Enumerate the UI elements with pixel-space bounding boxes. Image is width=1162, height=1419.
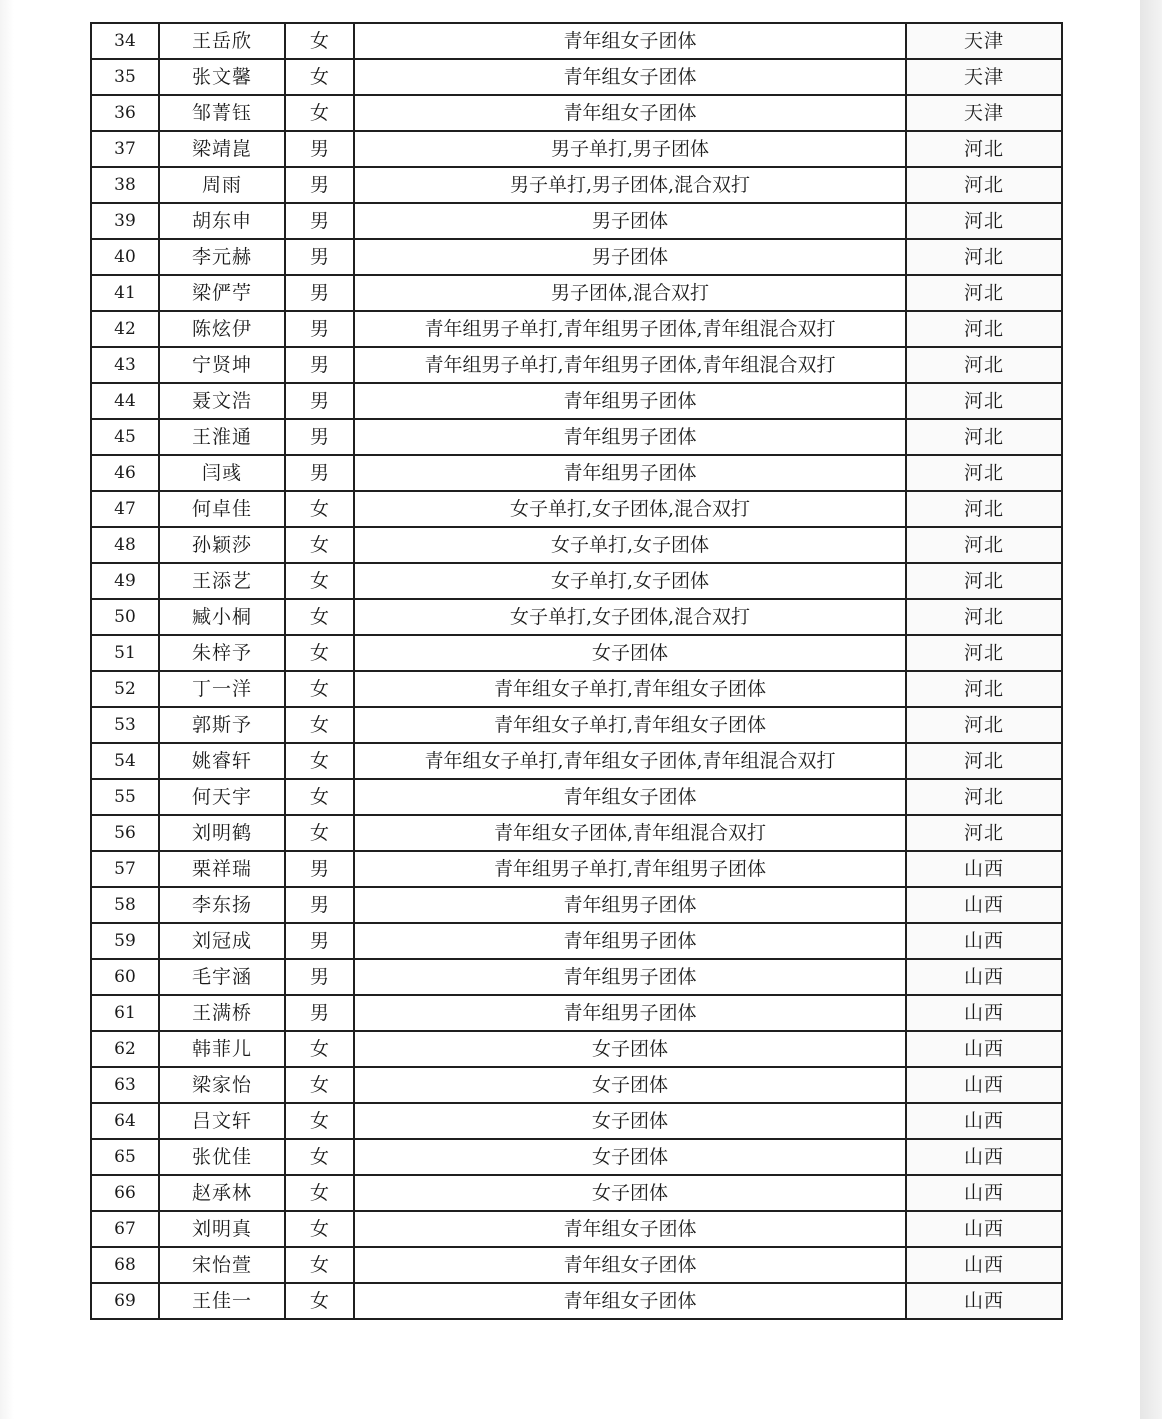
table-row	[91, 995, 1062, 1031]
athlete-name-cell: 王淮通	[159, 419, 285, 455]
gender-cell: 女	[285, 671, 354, 707]
row-number-cell: 40	[91, 239, 159, 275]
gender-cell: 男	[285, 239, 354, 275]
team-cell: 山西	[906, 995, 1062, 1031]
events-cell: 女子单打,女子团体,混合双打	[354, 491, 906, 527]
events-cell: 青年组男子单打,青年组男子团体,青年组混合双打	[354, 347, 906, 383]
athlete-name-cell: 臧小桐	[159, 599, 285, 635]
athlete-name-cell: 赵承林	[159, 1175, 285, 1211]
table-row	[91, 383, 1062, 419]
events-cell: 男子团体	[354, 203, 906, 239]
team-cell: 河北	[906, 167, 1062, 203]
athlete-name-cell: 毛宇涵	[159, 959, 285, 995]
row-number-cell: 61	[91, 995, 159, 1031]
table-row	[91, 743, 1062, 779]
row-number-cell: 42	[91, 311, 159, 347]
athlete-name-cell: 聂文浩	[159, 383, 285, 419]
athlete-name-cell: 梁家怡	[159, 1067, 285, 1103]
team-cell: 河北	[906, 203, 1062, 239]
athlete-name-cell: 宋怡萱	[159, 1247, 285, 1283]
events-cell: 青年组男子团体	[354, 995, 906, 1031]
gender-cell: 女	[285, 95, 354, 131]
table-row	[91, 275, 1062, 311]
gender-cell: 女	[285, 527, 354, 563]
row-number-cell: 46	[91, 455, 159, 491]
athlete-name-cell: 闫彧	[159, 455, 285, 491]
table-row	[91, 563, 1062, 599]
athlete-name-cell: 丁一洋	[159, 671, 285, 707]
row-number-cell: 58	[91, 887, 159, 923]
team-cell: 天津	[906, 95, 1062, 131]
athlete-roster-table	[90, 22, 1063, 1320]
team-cell: 河北	[906, 131, 1062, 167]
team-cell: 河北	[906, 635, 1062, 671]
gender-cell: 女	[285, 743, 354, 779]
events-cell: 青年组女子团体	[354, 779, 906, 815]
team-cell: 山西	[906, 1067, 1062, 1103]
events-cell: 青年组男子团体	[354, 455, 906, 491]
table-row	[91, 1103, 1062, 1139]
gender-cell: 男	[285, 203, 354, 239]
athlete-name-cell: 张优佳	[159, 1139, 285, 1175]
gender-cell: 女	[285, 1031, 354, 1067]
row-number-cell: 66	[91, 1175, 159, 1211]
team-cell: 河北	[906, 743, 1062, 779]
gender-cell: 女	[285, 1103, 354, 1139]
table-row	[91, 239, 1062, 275]
team-cell: 山西	[906, 1247, 1062, 1283]
table-row	[91, 887, 1062, 923]
gender-cell: 女	[285, 59, 354, 95]
athlete-name-cell: 刘冠成	[159, 923, 285, 959]
table-row	[91, 131, 1062, 167]
gender-cell: 女	[285, 23, 354, 59]
events-cell: 女子团体	[354, 1103, 906, 1139]
table-row	[91, 203, 1062, 239]
athlete-name-cell: 梁靖崑	[159, 131, 285, 167]
table-row	[91, 419, 1062, 455]
athlete-name-cell: 周雨	[159, 167, 285, 203]
athlete-name-cell: 李元赫	[159, 239, 285, 275]
table-row	[91, 779, 1062, 815]
row-number-cell: 56	[91, 815, 159, 851]
athlete-name-cell: 吕文轩	[159, 1103, 285, 1139]
team-cell: 山西	[906, 851, 1062, 887]
events-cell: 青年组女子团体	[354, 59, 906, 95]
events-cell: 男子团体	[354, 239, 906, 275]
athlete-name-cell: 姚睿轩	[159, 743, 285, 779]
events-cell: 青年组男子单打,青年组男子团体,青年组混合双打	[354, 311, 906, 347]
table-row	[91, 1031, 1062, 1067]
gender-cell: 女	[285, 491, 354, 527]
team-cell: 天津	[906, 23, 1062, 59]
athlete-name-cell: 李东扬	[159, 887, 285, 923]
row-number-cell: 45	[91, 419, 159, 455]
table-row	[91, 1211, 1062, 1247]
events-cell: 女子团体	[354, 1067, 906, 1103]
events-cell: 女子单打,女子团体	[354, 563, 906, 599]
athlete-name-cell: 何天宇	[159, 779, 285, 815]
team-cell: 山西	[906, 1175, 1062, 1211]
gender-cell: 男	[285, 131, 354, 167]
athlete-name-cell: 梁俨苧	[159, 275, 285, 311]
table-row	[91, 1175, 1062, 1211]
athlete-name-cell: 郭斯予	[159, 707, 285, 743]
gender-cell: 女	[285, 599, 354, 635]
gender-cell: 男	[285, 851, 354, 887]
row-number-cell: 53	[91, 707, 159, 743]
athlete-name-cell: 宁贤坤	[159, 347, 285, 383]
row-number-cell: 60	[91, 959, 159, 995]
athlete-name-cell: 朱梓予	[159, 635, 285, 671]
table-row	[91, 1247, 1062, 1283]
row-number-cell: 68	[91, 1247, 159, 1283]
events-cell: 男子单打,男子团体,混合双打	[354, 167, 906, 203]
athlete-name-cell: 胡东申	[159, 203, 285, 239]
roster-table-body	[91, 23, 1062, 1319]
athlete-name-cell: 韩菲儿	[159, 1031, 285, 1067]
row-number-cell: 67	[91, 1211, 159, 1247]
row-number-cell: 48	[91, 527, 159, 563]
gender-cell: 女	[285, 815, 354, 851]
events-cell: 青年组女子团体	[354, 1247, 906, 1283]
table-row	[91, 923, 1062, 959]
team-cell: 山西	[906, 959, 1062, 995]
team-cell: 河北	[906, 707, 1062, 743]
row-number-cell: 39	[91, 203, 159, 239]
events-cell: 青年组女子单打,青年组女子团体,青年组混合双打	[354, 743, 906, 779]
events-cell: 女子单打,女子团体,混合双打	[354, 599, 906, 635]
row-number-cell: 41	[91, 275, 159, 311]
row-number-cell: 37	[91, 131, 159, 167]
team-cell: 山西	[906, 1103, 1062, 1139]
table-row	[91, 635, 1062, 671]
athlete-name-cell: 王佳一	[159, 1283, 285, 1319]
table-row	[91, 1139, 1062, 1175]
gender-cell: 女	[285, 563, 354, 599]
athlete-name-cell: 何卓佳	[159, 491, 285, 527]
table-row	[91, 95, 1062, 131]
row-number-cell: 35	[91, 59, 159, 95]
team-cell: 河北	[906, 671, 1062, 707]
events-cell: 青年组男子单打,青年组男子团体	[354, 851, 906, 887]
events-cell: 青年组女子团体	[354, 1283, 906, 1319]
row-number-cell: 64	[91, 1103, 159, 1139]
team-cell: 河北	[906, 239, 1062, 275]
events-cell: 青年组男子团体	[354, 959, 906, 995]
events-cell: 青年组女子单打,青年组女子团体	[354, 671, 906, 707]
page-edge-shadow	[1140, 0, 1162, 1419]
gender-cell: 女	[285, 1067, 354, 1103]
gender-cell: 男	[285, 959, 354, 995]
table-row	[91, 59, 1062, 95]
events-cell: 青年组女子团体	[354, 1211, 906, 1247]
team-cell: 山西	[906, 923, 1062, 959]
events-cell: 女子团体	[354, 1175, 906, 1211]
team-cell: 河北	[906, 275, 1062, 311]
gender-cell: 女	[285, 1211, 354, 1247]
team-cell: 河北	[906, 779, 1062, 815]
team-cell: 河北	[906, 491, 1062, 527]
gender-cell: 男	[285, 311, 354, 347]
row-number-cell: 52	[91, 671, 159, 707]
athlete-name-cell: 王满桥	[159, 995, 285, 1031]
table-row	[91, 167, 1062, 203]
athlete-name-cell: 栗祥瑞	[159, 851, 285, 887]
team-cell: 山西	[906, 887, 1062, 923]
gender-cell: 女	[285, 707, 354, 743]
row-number-cell: 36	[91, 95, 159, 131]
team-cell: 河北	[906, 455, 1062, 491]
gender-cell: 男	[285, 167, 354, 203]
team-cell: 河北	[906, 311, 1062, 347]
table-row	[91, 707, 1062, 743]
events-cell: 青年组女子团体	[354, 23, 906, 59]
table-row	[91, 491, 1062, 527]
team-cell: 河北	[906, 599, 1062, 635]
gender-cell: 男	[285, 347, 354, 383]
gender-cell: 男	[285, 455, 354, 491]
team-cell: 河北	[906, 347, 1062, 383]
events-cell: 女子单打,女子团体	[354, 527, 906, 563]
row-number-cell: 59	[91, 923, 159, 959]
table-row	[91, 671, 1062, 707]
athlete-name-cell: 孙颖莎	[159, 527, 285, 563]
events-cell: 青年组男子团体	[354, 923, 906, 959]
row-number-cell: 51	[91, 635, 159, 671]
athlete-name-cell: 刘明真	[159, 1211, 285, 1247]
row-number-cell: 62	[91, 1031, 159, 1067]
table-row	[91, 1283, 1062, 1319]
events-cell: 女子团体	[354, 1139, 906, 1175]
team-cell: 山西	[906, 1283, 1062, 1319]
athlete-name-cell: 张文馨	[159, 59, 285, 95]
gender-cell: 男	[285, 383, 354, 419]
team-cell: 山西	[906, 1031, 1062, 1067]
team-cell: 河北	[906, 419, 1062, 455]
team-cell: 天津	[906, 59, 1062, 95]
table-row	[91, 455, 1062, 491]
athlete-name-cell: 邹菁钰	[159, 95, 285, 131]
gender-cell: 男	[285, 887, 354, 923]
athlete-name-cell: 王添艺	[159, 563, 285, 599]
table-row	[91, 347, 1062, 383]
events-cell: 女子团体	[354, 1031, 906, 1067]
events-cell: 男子单打,男子团体	[354, 131, 906, 167]
events-cell: 青年组男子团体	[354, 383, 906, 419]
events-cell: 青年组女子单打,青年组女子团体	[354, 707, 906, 743]
events-cell: 青年组男子团体	[354, 887, 906, 923]
gender-cell: 女	[285, 1247, 354, 1283]
gender-cell: 女	[285, 635, 354, 671]
table-row	[91, 23, 1062, 59]
events-cell: 女子团体	[354, 635, 906, 671]
team-cell: 河北	[906, 383, 1062, 419]
row-number-cell: 57	[91, 851, 159, 887]
gender-cell: 女	[285, 1283, 354, 1319]
events-cell: 青年组女子团体,青年组混合双打	[354, 815, 906, 851]
events-cell: 男子团体,混合双打	[354, 275, 906, 311]
gender-cell: 女	[285, 1175, 354, 1211]
row-number-cell: 65	[91, 1139, 159, 1175]
gender-cell: 男	[285, 995, 354, 1031]
events-cell: 青年组女子团体	[354, 95, 906, 131]
row-number-cell: 54	[91, 743, 159, 779]
athlete-name-cell: 刘明鹤	[159, 815, 285, 851]
row-number-cell: 34	[91, 23, 159, 59]
table-row	[91, 815, 1062, 851]
gender-cell: 男	[285, 275, 354, 311]
row-number-cell: 38	[91, 167, 159, 203]
team-cell: 河北	[906, 527, 1062, 563]
team-cell: 河北	[906, 563, 1062, 599]
row-number-cell: 63	[91, 1067, 159, 1103]
team-cell: 山西	[906, 1211, 1062, 1247]
table-row	[91, 1067, 1062, 1103]
gender-cell: 女	[285, 1139, 354, 1175]
team-cell: 河北	[906, 815, 1062, 851]
row-number-cell: 49	[91, 563, 159, 599]
table-row	[91, 599, 1062, 635]
team-cell: 山西	[906, 1139, 1062, 1175]
gender-cell: 男	[285, 923, 354, 959]
row-number-cell: 44	[91, 383, 159, 419]
table-row	[91, 311, 1062, 347]
gender-cell: 女	[285, 779, 354, 815]
row-number-cell: 69	[91, 1283, 159, 1319]
athlete-name-cell: 王岳欣	[159, 23, 285, 59]
gender-cell: 男	[285, 419, 354, 455]
events-cell: 青年组男子团体	[354, 419, 906, 455]
row-number-cell: 47	[91, 491, 159, 527]
athlete-name-cell: 陈炫伊	[159, 311, 285, 347]
row-number-cell: 55	[91, 779, 159, 815]
table-row	[91, 959, 1062, 995]
table-row	[91, 851, 1062, 887]
row-number-cell: 43	[91, 347, 159, 383]
row-number-cell: 50	[91, 599, 159, 635]
table-row	[91, 527, 1062, 563]
